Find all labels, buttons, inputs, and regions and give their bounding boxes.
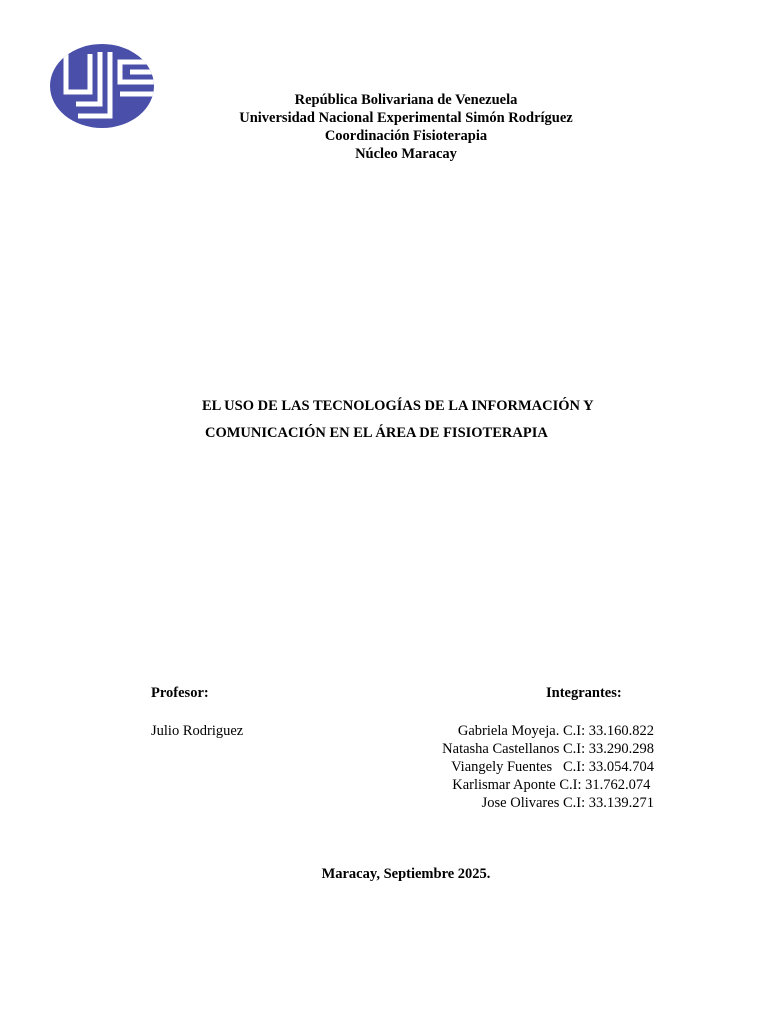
document-title-line-1: EL USO DE LAS TECNOLOGÍAS DE LA INFORMACIÓN Y bbox=[202, 398, 594, 414]
members-list bbox=[442, 722, 654, 812]
place-date: Maracay, Septiembre 2025. bbox=[321, 866, 491, 882]
institution-header bbox=[0, 91, 768, 163]
member-item: Karlismar Aponte C.I: 31.762.074 bbox=[452, 777, 654, 793]
header-line-coordination: Coordinación Fisioterapia bbox=[324, 128, 488, 144]
document-title-line-2: COMUNICACIÓN EN EL ÁREA DE FISIOTERAPIA bbox=[205, 425, 548, 441]
professor-label: Profesor: bbox=[151, 685, 209, 701]
member-item: Viangely Fuentes C.I: 33.054.704 bbox=[451, 759, 654, 775]
professor-name: Julio Rodriguez bbox=[151, 723, 244, 739]
member-item: Jose Olivares C.I: 33.139.271 bbox=[481, 795, 654, 811]
member-item: Natasha Castellanos C.I: 33.290.298 bbox=[442, 741, 654, 757]
members-label: Integrantes: bbox=[546, 685, 622, 701]
member-item: Gabriela Moyeja. C.I: 33.160.822 bbox=[457, 723, 654, 739]
header-line-university: Universidad Nacional Experimental Simón Rodríguez bbox=[239, 110, 573, 126]
header-line-campus: Núcleo Maracay bbox=[355, 146, 457, 162]
header-line-country: República Bolivariana de Venezuela bbox=[294, 92, 518, 108]
